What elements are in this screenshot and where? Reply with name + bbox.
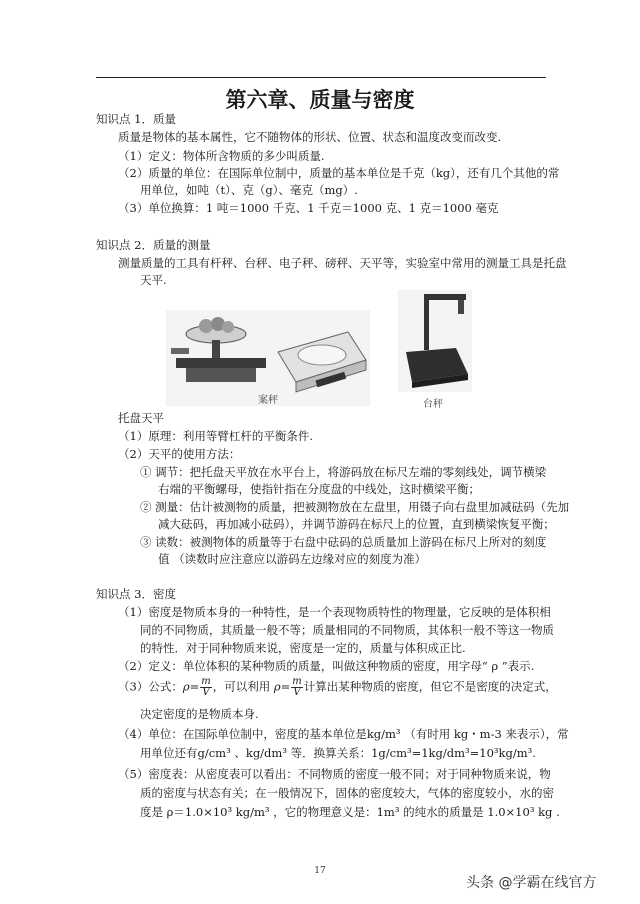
- platform-scale-caption: 台秤: [423, 399, 443, 410]
- usage-step-3: ③ 读数：被测物体的质量等于右盘中砝码的总质量加上游码在标尺上所对的刻度: [140, 535, 547, 549]
- formula-label: （3）公式：: [118, 679, 183, 694]
- density-p1-line-2: 同的不同物质，其质量一般不等；质量相同的不同物质，其体积一般不等这一物质: [140, 623, 554, 637]
- chapter-title: 第六章、质量与密度: [225, 88, 415, 112]
- platform-scale-illustration: [398, 290, 472, 392]
- page-number: 17: [314, 866, 326, 876]
- formula-fraction-2: [291, 677, 302, 698]
- usage-step-1-cont: 右端的平衡螺母，使指针指在分度盘的中线处，这时横梁平衡；: [158, 482, 480, 496]
- density-formula-cont: 决定密度的是物质本身.: [140, 707, 259, 721]
- formula-equals-2: =: [280, 679, 291, 694]
- kp1-intro: 质量是物体的基本属性，它不随物体的形状、位置、状态和温度改变而改变.: [118, 130, 502, 144]
- formula-denominator-2: V: [293, 687, 301, 698]
- formula-middle-text: ，可以利用: [212, 679, 271, 694]
- density-table-line-3: 度是 ρ＝1.0×10³ kg/m³ ，它的物理意义是：1m³ 的纯水的质量是 1.0×10³ kg .: [140, 805, 560, 819]
- kp2-intro-cont: 天平.: [140, 273, 167, 287]
- formula-numerator-2: m: [292, 676, 302, 687]
- platform-scale-photo: [398, 290, 472, 392]
- density-definition: （2）定义：单位体积的某种物质的质量，叫做这种物质的密度，用字母“ ρ ”表示.: [118, 659, 535, 673]
- density-p1-line-3: 的特性．对于同种物质来说，密度是一定的，质量与体积成正比.: [140, 641, 466, 655]
- formula-end-text: 计算出某种物质的密度，但它不是密度的决定式，: [303, 679, 557, 694]
- balance-usage-title: （2）天平的使用方法：: [118, 447, 241, 461]
- density-formula-line: [118, 677, 557, 698]
- usage-step-2-cont: 减大砝码，再加减小砝码），并调节游码在标尺上的位置，直到横梁恢复平衡；: [158, 517, 555, 531]
- header-rule: [96, 77, 546, 78]
- usage-step-1: ① 调节：把托盘天平放在水平台上，将游码放在标尺左端的零刻线处，调节横梁: [140, 465, 547, 479]
- formula-denominator: V: [202, 687, 210, 698]
- formula-numerator: m: [201, 676, 211, 687]
- usage-step-3-cont: 值 （读数时应注意应以游码左边缘对应的刻度为准）: [158, 552, 427, 566]
- formula-rho-2: ρ: [273, 679, 281, 694]
- kp3-heading: 知识点 3．密度: [96, 587, 176, 601]
- usage-step-2: ② 测量：估计被测物的质量，把被测物放在左盘里，用镊子向右盘里加减砝码（先加: [140, 500, 570, 514]
- density-unit-line-2: 用单位还有g/cm³ 、kg/dm³ 等．换算关系：1g/cm³=1kg/dm³=10³kg/m³.: [140, 746, 536, 760]
- balance-principle: （1）原理：利用等臂杠杆的平衡条件.: [118, 429, 313, 443]
- watermark: 头条 @学霸在线官方: [466, 875, 597, 891]
- kp1-item-2-cont: 用单位，如吨（t）、克（g）、毫克（mg）.: [140, 183, 358, 197]
- balance-title: 托盘天平: [118, 411, 164, 425]
- kp1-item-3: （3）单位换算：1 吨＝1000 千克、1 千克＝1000 克、1 克＝1000 毫克: [118, 201, 499, 215]
- density-table-line-2: 质的密度与状态有关；在一般情况下，固体的密度较大，气体的密度较小，水的密: [140, 786, 554, 800]
- density-table-line-1: （5）密度表：从密度表可以看出：不同物质的密度一般不同；对于同种物质来说，物: [118, 767, 551, 781]
- formula-fraction: [200, 677, 211, 698]
- formula-equals: =: [189, 679, 200, 694]
- kp1-item-2: （2）质量的单位：在国际单位制中，质量的基本单位是千克（kg），还有几个其他的常: [118, 166, 560, 180]
- formula-rho: ρ: [182, 679, 190, 694]
- density-unit-line-1: （4）单位：在国际单位制中，密度的基本单位是kg/m³ （有时用 kg・m-3 来表示），常: [118, 727, 569, 741]
- kp1-heading: 知识点 1．质量: [96, 112, 176, 126]
- density-p1-line-1: （1）密度是物质本身的一种特性，是一个表现物质特性的物理量，它反映的是体积相: [118, 605, 551, 619]
- scale-caption: 案秤: [258, 395, 278, 406]
- kp2-heading: 知识点 2．质量的测量: [96, 238, 211, 252]
- kp2-intro: 测量质量的工具有杆秤、台秤、电子秤、磅秤、天平等，实验室中常用的测量工具是托盘: [118, 256, 567, 270]
- kp1-item-1: （1）定义：物体所含物质的多少叫质量.: [118, 149, 325, 163]
